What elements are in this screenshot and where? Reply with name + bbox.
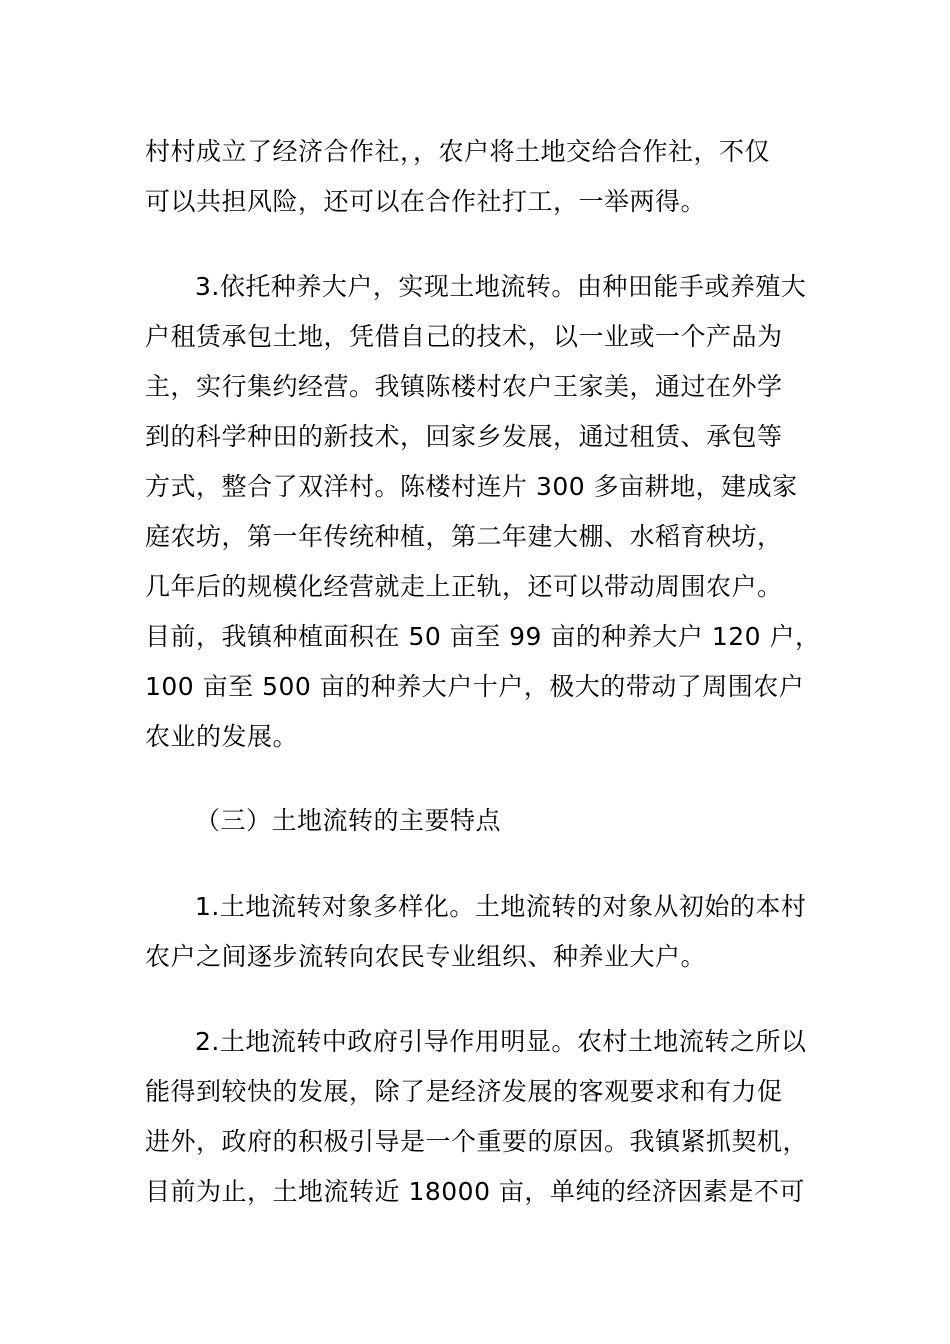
- text-line: 村村成立了经济合作社，，农户将土地交给合作社，不仅: [145, 137, 771, 166]
- text-line: 农业的发展。: [145, 722, 299, 751]
- text-line: 可以共担风险，还可以在合作社打工，一举两得。: [145, 187, 707, 216]
- paragraph-start-line: 3.依托种养大户，实现土地流转。由种田能手或养殖大: [195, 272, 807, 301]
- text-line: 农户之间逐步流转向农民专业组织、种养业大户。: [145, 942, 707, 971]
- section-heading: （三）土地流转的主要特点: [195, 806, 502, 835]
- text-line: 目前，我镇种植面积在 50 亩至 99 亩的种养大户 120 户，: [145, 622, 821, 651]
- paragraph-start-line: 1.土地流转对象多样化。土地流转的对象从初始的本村: [195, 892, 807, 921]
- text-line: 到的科学种田的新技术，回家乡发展，通过租赁、承包等: [145, 422, 783, 451]
- text-line: 户租赁承包土地，凭借自己的技术，以一业或一个产品为: [145, 322, 783, 351]
- text-line: 主，实行集约经营。我镇陈楼村农户王家美，通过在外学: [145, 372, 783, 401]
- text-line: 100 亩至 500 亩的种养大户十户，极大的带动了周围农户: [145, 672, 805, 701]
- text-line: 几年后的规模化经营就走上正轨，还可以带动周围农户。: [145, 572, 783, 601]
- text-line: 能得到较快的发展，除了是经济发展的客观要求和有力促: [145, 1077, 783, 1106]
- text-line: 目前为止，土地流转近 18000 亩，单纯的经济因素是不可: [145, 1177, 805, 1206]
- text-line: 方式，整合了双洋村。陈楼村连片 300 多亩耕地，建成家: [145, 472, 798, 501]
- text-line: 进外，政府的积极引导是一个重要的原因。我镇紧抓契机，: [145, 1127, 809, 1156]
- paragraph-start-line: 2.土地流转中政府引导作用明显。农村土地流转之所以: [195, 1027, 807, 1056]
- text-line: 庭农坊，第一年传统种植，第二年建大棚、水稻育秧坊，: [145, 522, 783, 551]
